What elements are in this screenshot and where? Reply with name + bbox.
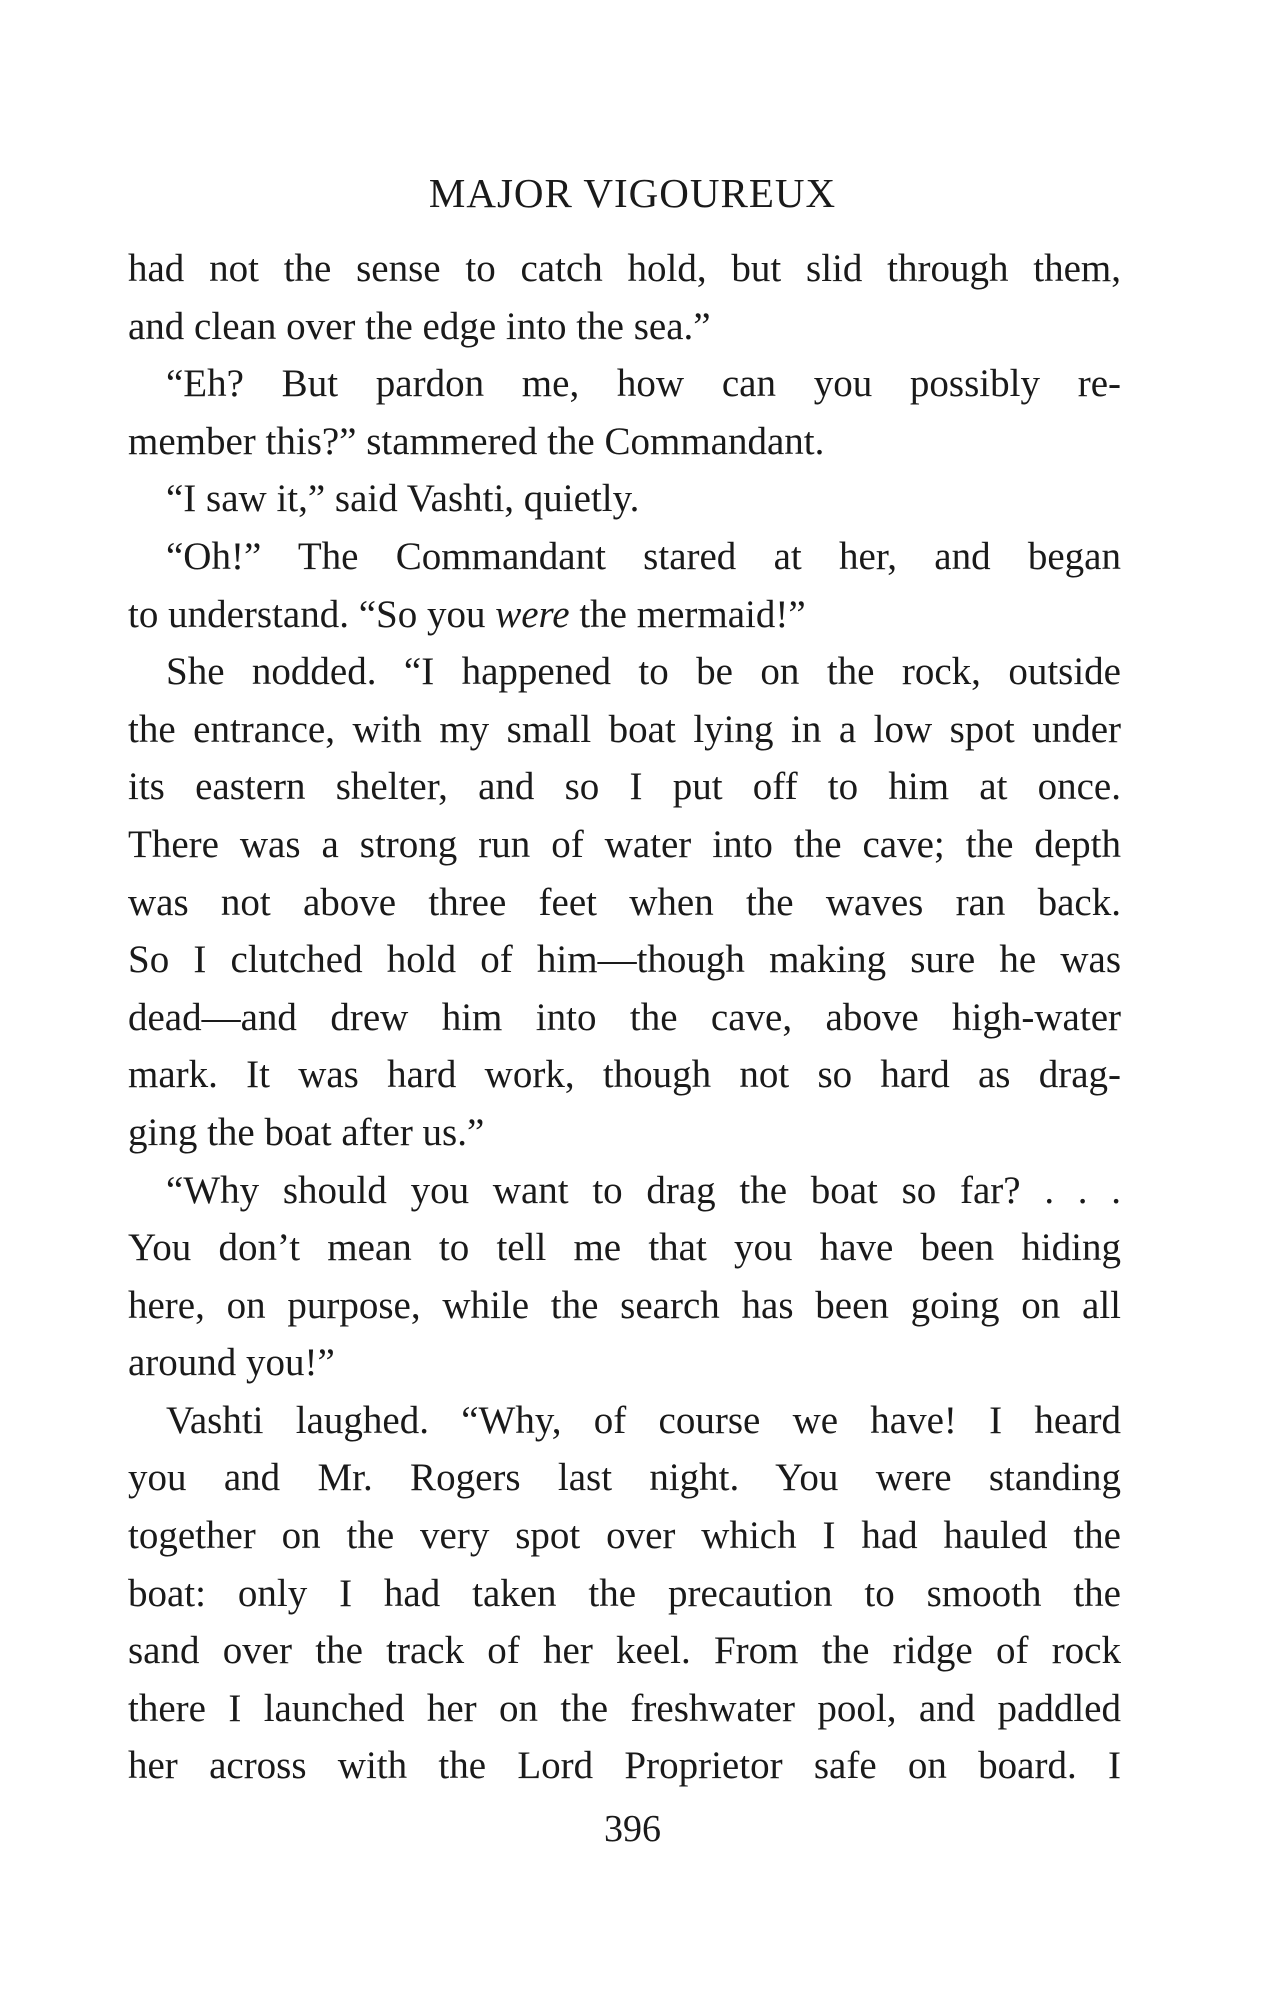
text-line: here, on purpose, while the search has been going on all bbox=[128, 1283, 1121, 1327]
text-line: “Eh? But pardon me, how can you possibly re- bbox=[166, 362, 1121, 406]
text-line: and clean over the edge into the sea.” bbox=[128, 304, 711, 348]
text-line: Vashti laughed. “Why, of course we have! I heard bbox=[166, 1398, 1121, 1442]
text-line: “Oh!” The Commandant stared at her, and began bbox=[166, 534, 1121, 578]
text-line: “I saw it,” said Vashti, quietly. bbox=[166, 477, 640, 521]
text-line: the entrance, with my small boat lying in a low spot under bbox=[128, 707, 1121, 751]
text-line: “Why should you want to drag the boat so far? . . . bbox=[166, 1168, 1121, 1212]
text-line: had not the sense to catch hold, but slid through them, bbox=[128, 247, 1121, 290]
text-line: dead—and drew him into the cave, above high-water bbox=[128, 995, 1121, 1039]
running-head: MAJOR VIGOUREUX bbox=[428, 170, 837, 216]
text-line: boat: only I had taken the precaution to smooth the bbox=[128, 1571, 1121, 1615]
page-number: 396 bbox=[604, 1808, 661, 1850]
text-line: around you!” bbox=[128, 1341, 335, 1385]
text-line: mark. It was hard work, though not so hard as drag- bbox=[128, 1053, 1121, 1097]
text-line: its eastern shelter, and so I put off to him at once. bbox=[128, 765, 1121, 809]
text-line: You don’t mean to tell me that you have been hiding bbox=[128, 1226, 1121, 1270]
text-line: There was a strong run of water into the cave; the depth bbox=[128, 822, 1121, 866]
text-line: ging the boat after us.” bbox=[128, 1110, 485, 1154]
text-line: her across with the Lord Proprietor safe on board. I bbox=[128, 1744, 1121, 1788]
text-line: was not above three feet when the waves ran back. bbox=[128, 880, 1121, 924]
text-line: She nodded. “I happened to be on the rock, outside bbox=[166, 650, 1121, 694]
text-line: to understand. “So you were the mermaid!” bbox=[128, 592, 806, 636]
text-line: there I launched her on the freshwater pool, and paddled bbox=[128, 1686, 1121, 1730]
text-line: So I clutched hold of him—though making sure he was bbox=[128, 938, 1121, 982]
text-line: together on the very spot over which I had hauled the bbox=[128, 1514, 1121, 1558]
text-line: you and Mr. Rogers last night. You were standing bbox=[128, 1456, 1121, 1500]
text-line: member this?” stammered the Commandant. bbox=[128, 419, 825, 463]
emphasis: were bbox=[495, 592, 570, 636]
text-line: sand over the track of her keel. From the ridge of rock bbox=[128, 1629, 1121, 1673]
body-text bbox=[128, 240, 1121, 1795]
